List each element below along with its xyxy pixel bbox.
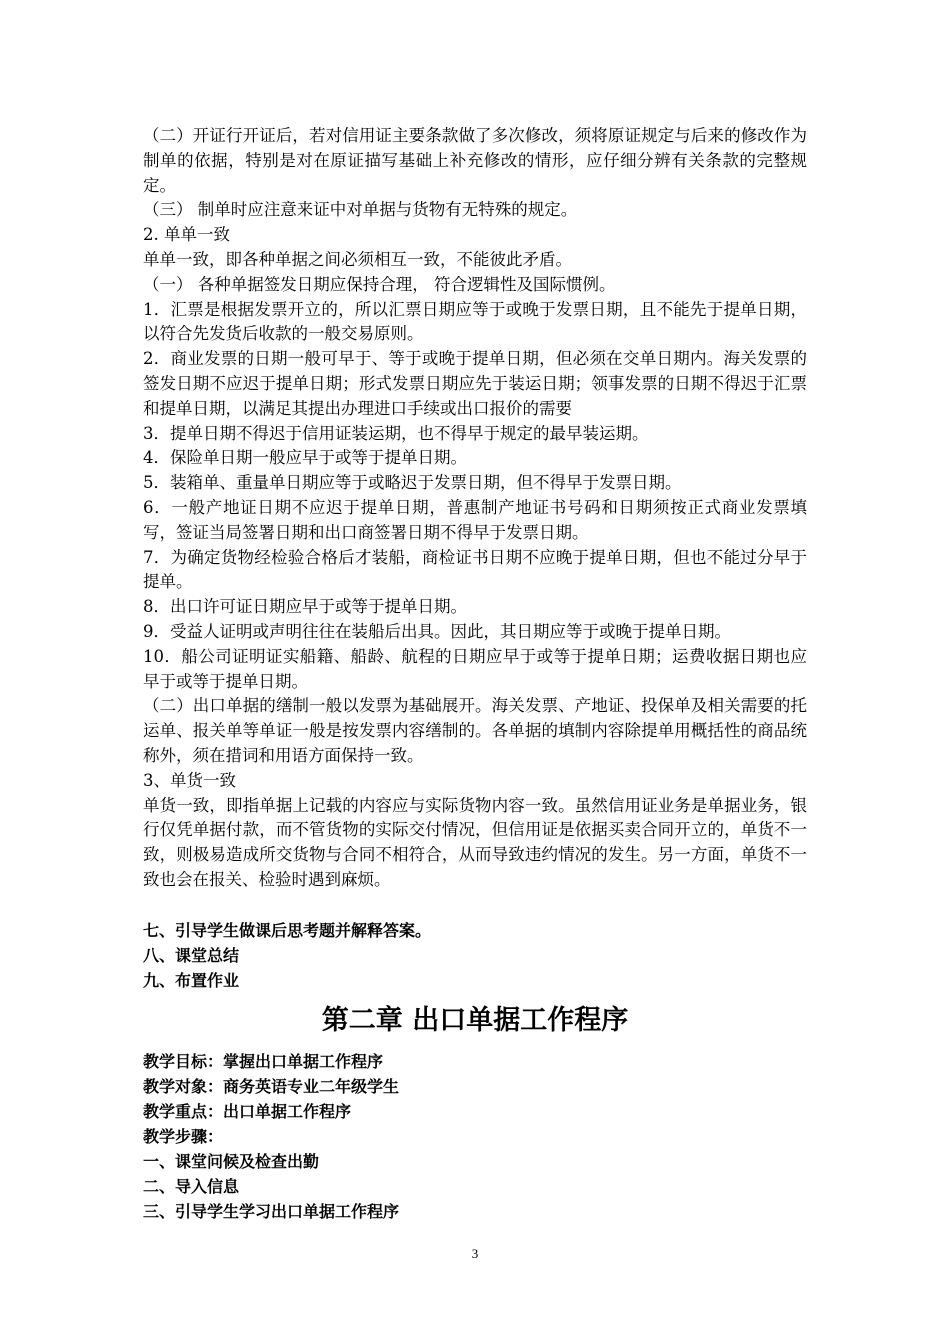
list-item-bill-of-lading: 3．提单日期不得迟于信用证装运期，也不得早于规定的最早装运期。 (143, 423, 649, 443)
paragraph-dates-reasonable: （一） 各种单据签发日期应保持合理， 符合逻辑性及国际惯例。 (143, 274, 616, 294)
section-heading-homework: 九、布置作业 (143, 970, 240, 990)
section-heading-summary: 八、课堂总结 (143, 945, 240, 965)
teaching-audience: 教学对象：商务英语专业二年级学生 (143, 1076, 400, 1096)
list-item-draft: 1．汇票是根据发票开立的，所以汇票日期应等于或晚于发票日期，且不能先于提单日期，以符合先发货后收款的一般交易原则。 (143, 299, 807, 344)
list-item-export-license: 8．出口许可证日期应早于或等于提单日期。 (143, 597, 467, 617)
paragraph-invoice-basis: （二）出口单据的缮制一般以发票为基础展开。海关发票、产地证、投保单及相关需要的托运单、报关单等单证一般是按发票内容缮制的。各单据的填制内容除提单用概括性的商品统称外，须在措词和用语方面保持一致。 (143, 696, 807, 765)
paragraph-amendments: （二）开证行开证后，若对信用证主要条款做了多次修改，须将原证规定与后来的修改作为制单的依据，特别是对在原证描写基础上补充修改的情形，应仔细分辨有关条款的完整规定。 (143, 126, 807, 195)
section-heading-exercises: 七、引导学生做课后思考题并解释答案。 (143, 920, 432, 940)
chapter-title: 第二章 出口单据工作程序 (321, 1004, 629, 1036)
page-content (143, 124, 807, 1224)
subheading-documents-consistent: 2. 单单一致 (143, 225, 230, 245)
step-greeting: 一、课堂问候及检查出勤 (143, 1151, 320, 1171)
list-item-insurance: 4．保险单日期一般应早于或等于提单日期。 (143, 448, 467, 468)
teaching-objective: 教学目标：掌握出口单据工作程序 (143, 1051, 384, 1071)
list-item-beneficiary-cert: 9．受益人证明或声明往往在装船后出具。因此，其日期应等于或晚于提单日期。 (143, 621, 731, 641)
list-item-packing-list: 5．装箱单、重量单日期应等于或略迟于发票日期，但不得早于发票日期。 (143, 473, 682, 493)
step-introduction: 二、导入信息 (143, 1176, 240, 1196)
subheading-goods-consistent: 3、单货一致 (143, 770, 236, 790)
page-number: 3 (471, 1246, 479, 1261)
teaching-focus: 教学重点：出口单据工作程序 (143, 1101, 352, 1121)
list-item-shipping-company: 10．船公司证明证实船籍、船龄、航程的日期应早于或等于提单日期；运费收据日期也应早于或等于提单日期。 (143, 646, 807, 691)
list-item-certificate-origin: 6．一般产地证日期不应迟于提单日期，普惠制产地证书号码和日期须按正式商业发票填写，签证当局签署日期和出口商签署日期不得早于发票日期。 (143, 497, 807, 542)
paragraph-goods-definition: 单货一致，即指单据上记载的内容应与实际货物内容一致。虽然信用证业务是单据业务，银行仅凭单据付款，而不管货物的实际交付情况，但信用证是依据买卖合同开立的，单货不一致，则极易造成所交货物与合同不相符合，从而导致违约情况的发生。另一方面，单货不一致也会在报关、检验时遇到麻烦。 (143, 795, 807, 889)
paragraph-definition: 单单一致，即各种单据之间必须相互一致，不能彼此矛盾。 (143, 249, 572, 269)
paragraph-special-requirements: （三） 制单时应注意来证中对单据与货物有无特殊的规定。 (143, 200, 578, 220)
list-item-invoice: 2．商业发票的日期一般可早于、等于或晚于提单日期，但必须在交单日期内。海关发票的签发日期不应迟于提单日期；形式发票日期应先于装运日期；领事发票的日期不得迟于汇票和提单日期，以满足其提出办理进口手续或出口报价的需要 (143, 349, 807, 418)
step-guide-learning: 三、引导学生学习出口单据工作程序 (143, 1201, 400, 1221)
teaching-steps: 教学步骤： (143, 1126, 224, 1146)
list-item-inspection: 7．为确定货物经检验合格后才装船，商检证书日期不应晚于提单日期，但也不能过分早于提单。 (143, 547, 807, 592)
blank-line (143, 893, 807, 918)
